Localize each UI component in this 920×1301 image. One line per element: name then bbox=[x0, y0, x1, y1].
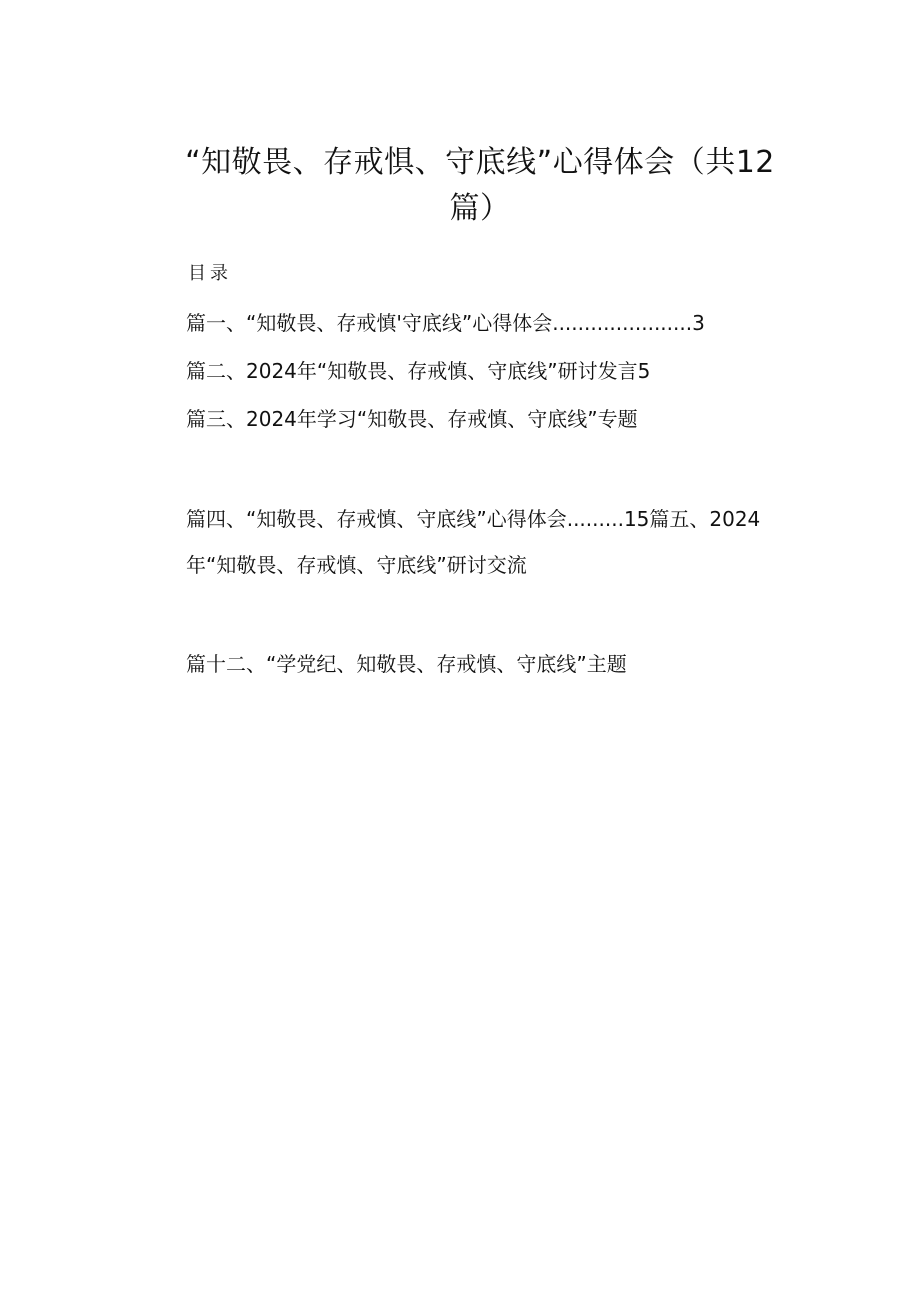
toc-entry-12: 篇十二、“学党纪、知敬畏、存戒慎、守底线”主题 bbox=[186, 652, 627, 676]
toc-heading: 目录 bbox=[188, 263, 232, 284]
toc-entry-3: 篇三、2024年学习“知敬畏、存戒慎、守底线”专题 bbox=[186, 407, 638, 431]
toc-entry-4: 篇四、“知敬畏、存戒慎、守底线”心得体会.........15篇五、2024年“知敬畏、存戒慎、守底线”研讨交流 bbox=[186, 507, 761, 577]
toc-entry-2: 篇二、2024年“知敬畏、存戒慎、守底线”研讨发言5 bbox=[186, 359, 651, 383]
title-line-1: “知敬畏、存戒惧、守底线”心得体会（共12 bbox=[185, 145, 775, 180]
document-title bbox=[150, 140, 810, 232]
toc-entry-1: 篇一、“知敬畏、存戒慎'守底线”心得体会......................3 bbox=[186, 311, 705, 335]
title-line-2: 篇） bbox=[449, 191, 511, 226]
